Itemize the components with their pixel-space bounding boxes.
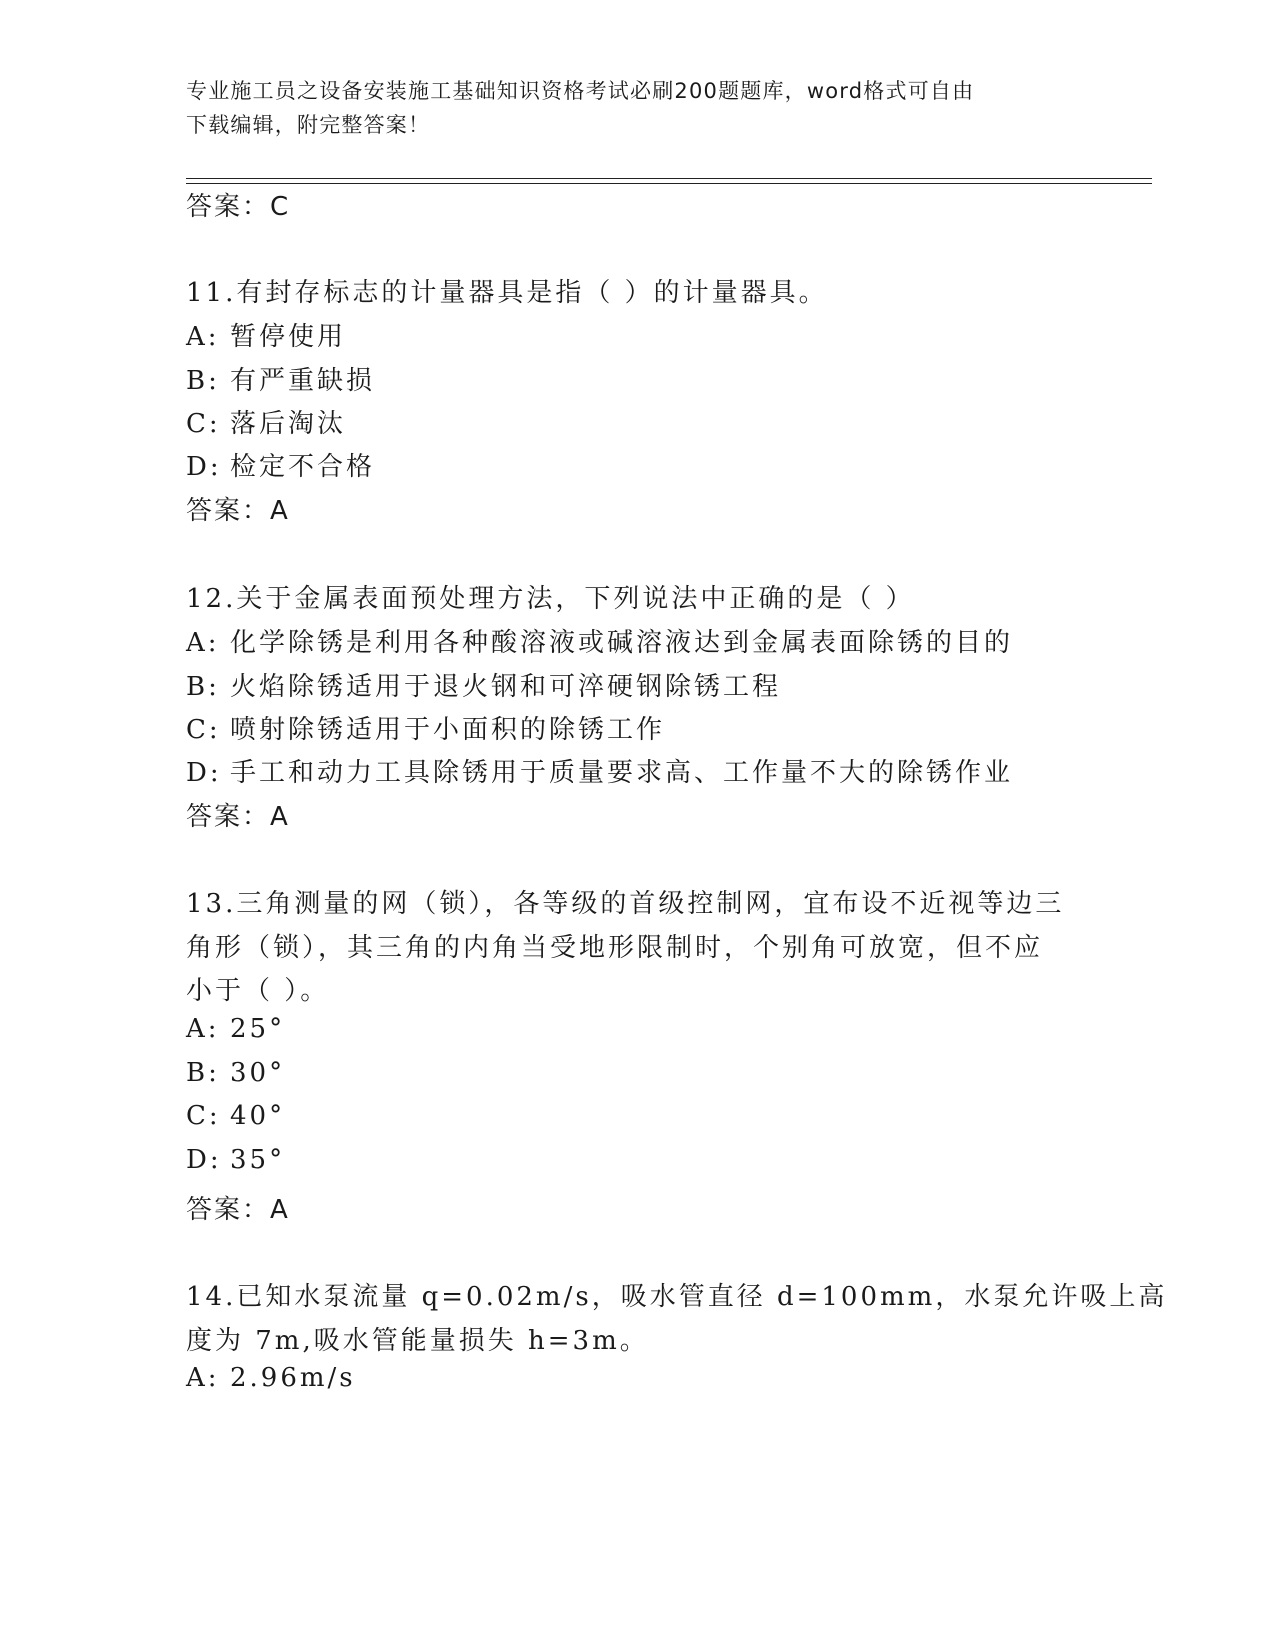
option-letter: C: [186,1101,221,1131]
header-divider-top [186,178,1152,179]
question-13-option-d [186,1145,285,1175]
question-13-answer: 答案：A [186,1195,290,1225]
question-11-option-b [186,360,375,397]
option-text: 检定不合格 [230,452,376,482]
option-letter: A: [186,1014,220,1044]
question-12-option-b [186,666,781,703]
header-line-1: 专业施工员之设备安装施工基础知识资格考试必刷200题题库，word格式可自由 [186,79,975,103]
question-13-stem-line-3: 小于（ ）。 [186,976,330,1006]
question-12-option-c [186,709,665,746]
option-letter: D: [186,758,222,788]
header-divider-bottom [186,183,1152,184]
option-text: 2.96m/s [230,1363,356,1393]
header-line-2: 下载编辑，附完整答案！ [186,113,431,137]
question-13-option-b [186,1058,285,1088]
option-text: 30° [230,1058,286,1088]
option-letter: C: [186,715,221,745]
option-letter: D: [186,1145,222,1175]
option-text: 有严重缺损 [230,366,376,396]
option-letter: B: [186,672,220,702]
option-text: 手工和动力工具除锈用于质量要求高、工作量不大的除锈作业 [230,758,1014,788]
option-text: 化学除锈是利用各种酸溶液或碱溶液达到金属表面除锈的目的 [230,628,1014,658]
question-11-option-a [186,316,346,353]
question-14-stem-line-1: 14.已知水泵流量 q=0.02m/s，吸水管直径 d=100mm，水泵允许吸上高 [186,1282,1168,1312]
question-13-stem-line-1: 13.三角测量的网（锁），各等级的首级控制网，宜布设不近视等边三 [186,889,1065,919]
option-text: 暂停使用 [230,322,347,352]
question-12-answer: 答案：A [186,802,290,832]
option-text: 落后淘汰 [230,409,347,439]
option-letter: A: [186,628,220,658]
option-letter: B: [186,1058,220,1088]
question-13-stem-line-2: 角形（锁），其三角的内角当受地形限制时，个别角可放宽，但不应 [186,933,1044,963]
option-letter: D: [186,452,222,482]
question-12-option-a [186,622,1013,659]
answer-q10: 答案：C [186,192,291,222]
question-11-option-c [186,403,346,440]
option-letter: A: [186,1363,220,1393]
question-12-stem: 12.关于金属表面预处理方法，下列说法中正确的是（ ） [186,584,915,614]
option-text: 35° [230,1145,286,1175]
question-14-option-a [186,1363,356,1393]
question-11-stem: 11.有封存标志的计量器具是指（ ）的计量器具。 [186,278,828,308]
question-14-stem-line-2: 度为 7m,吸水管能量损失 h=3m。 [186,1326,649,1356]
question-13-option-c [186,1101,285,1131]
question-12-option-d [186,752,1013,789]
option-text: 火焰除锈适用于退火钢和可淬硬钢除锈工程 [230,672,782,702]
question-13-option-a [186,1014,285,1044]
option-letter: C: [186,409,221,439]
document-header [186,74,1066,142]
option-text: 喷射除锈适用于小面积的除锈工作 [230,715,666,745]
option-letter: A: [186,322,220,352]
option-text: 25° [230,1014,286,1044]
question-11-option-d [186,446,375,483]
option-text: 40° [230,1101,286,1131]
question-11-answer: 答案：A [186,496,290,526]
option-letter: B: [186,366,220,396]
